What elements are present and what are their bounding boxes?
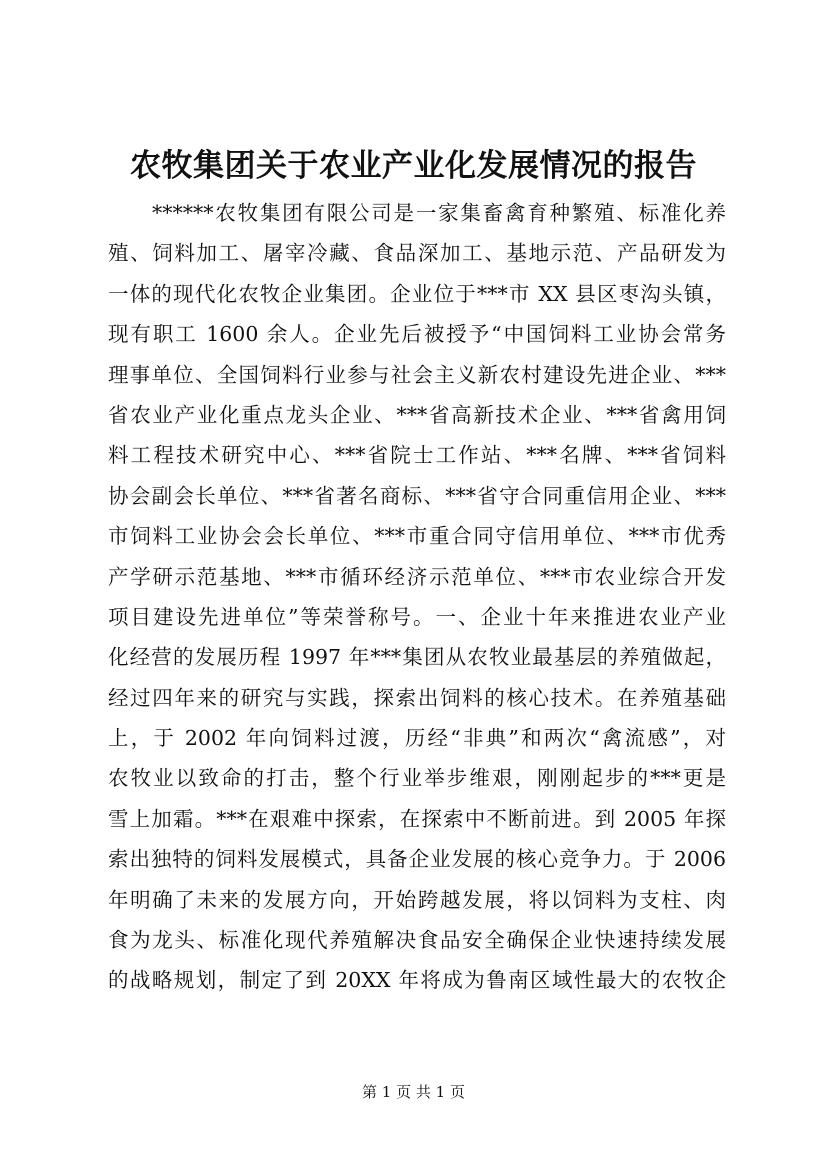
text-line: 一体的现代化农牧企业集团。企业位于***市 XX 县区枣沟头镇， (108, 281, 726, 306)
text-line: 料工程技术研究中心、***省院士工作站、***名牌、***省饲料 (108, 443, 726, 468)
text-line: 协会副会长单位、***省著名商标、***省守合同重信用企业、*** (108, 483, 726, 508)
body-paragraph (108, 193, 726, 1001)
text-line: 经过四年来的研究与实践，探索出饲料的核心技术。在养殖基础 (108, 685, 726, 710)
text-line: 项目建设先进单位”等荣誉称号。一、企业十年来推进农业产业 (108, 604, 726, 629)
text-line: 省农业产业化重点龙头企业、***省高新技术企业、***省禽用饲 (108, 402, 726, 427)
text-line: 索出独特的饲料发展模式，具备企业发展的核心竞争力。于 2006 (108, 847, 726, 872)
text-line: 食为龙头、标准化现代养殖解决食品安全确保企业快速持续发展 (108, 928, 726, 953)
page-footer: 第 1 页 共 1 页 (362, 1083, 465, 1101)
text-line: 的战略规划，制定了到 20XX 年将成为鲁南区域性最大的农牧企 (108, 968, 726, 993)
text-line: 化经营的发展历程 1997 年***集团从农牧业最基层的养殖做起， (108, 645, 726, 670)
text-line: 产学研示范基地、***市循环经济示范单位、***市农业综合开发 (108, 564, 726, 589)
text-line: 市饲料工业协会会长单位、***市重合同守信用单位、***市优秀 (108, 524, 726, 549)
text-line: 年明确了未来的发展方向，开始跨越发展，将以饲料为支柱、肉 (108, 887, 726, 912)
text-line: ******农牧集团有限公司是一家集畜禽育种繁殖、标准化养 (152, 201, 726, 225)
text-line: 理事单位、全国饲料行业参与社会主义新农村建设先进企业、*** (108, 362, 726, 387)
text-line: 现有职工 1600 余人。企业先后被授予“中国饲料工业协会常务 (108, 322, 726, 347)
text-line: 殖、饲料加工、屠宰冷藏、食品深加工、基地示范、产品研发为 (108, 241, 726, 266)
text-line: 上，于 2002 年向饲料过渡，历经“非典”和两次“禽流感”，对 (108, 726, 726, 751)
text-line: 雪上加霜。***在艰难中探索，在探索中不断前进。到 2005 年探 (108, 806, 726, 831)
text-line: 农牧业以致命的打击，整个行业举步维艰，刚刚起步的***更是 (108, 766, 726, 791)
document-title: 农牧集团关于农业产业化发展情况的报告 (130, 148, 697, 184)
